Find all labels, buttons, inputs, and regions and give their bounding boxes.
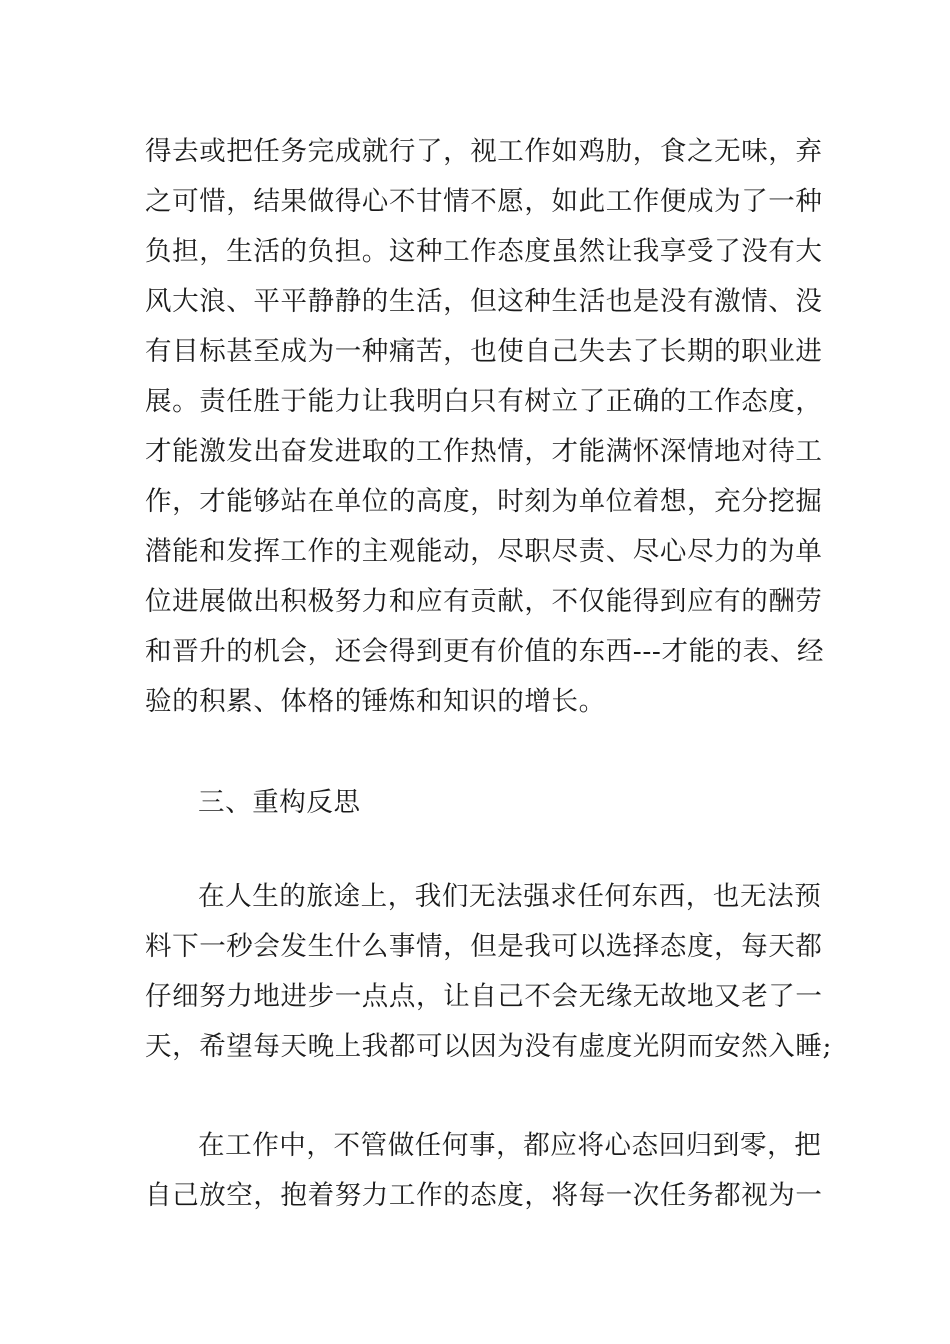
section-heading: 三、重构反思 xyxy=(198,787,361,818)
text-line: 位进展做出积极努力和应有贡献，不仅能得到应有的酬劳 xyxy=(145,586,823,617)
text-line: 天，希望每天晚上我都可以因为没有虚度光阴而安然入睡; xyxy=(145,1031,833,1062)
text-line: 风大浪、平平静静的生活，但这种生活也是没有激情、没 xyxy=(145,286,823,317)
text-line: 在工作中，不管做任何事，都应将心态回归到零，把 xyxy=(198,1130,822,1161)
text-line: 有目标甚至成为一种痛苦，也使自己失去了长期的职业进 xyxy=(145,336,823,367)
text-line: 和晋升的机会，还会得到更有价值的东西---才能的表、经 xyxy=(145,636,825,667)
text-line: 验的积累、体格的锤炼和知识的增长。 xyxy=(145,686,606,717)
text-line: 作，才能够站在单位的高度，时刻为单位着想，充分挖掘 xyxy=(145,486,823,517)
text-line: 才能激发出奋发进取的工作热情，才能满怀深情地对待工 xyxy=(145,436,823,467)
text-line: 在人生的旅途上，我们无法强求任何东西，也无法预 xyxy=(198,881,822,912)
text-line: 仔细努力地进步一点点，让自己不会无缘无故地又老了一 xyxy=(145,981,823,1012)
text-line: 展。责任胜于能力让我明白只有树立了正确的工作态度， xyxy=(145,386,823,417)
text-line: 料下一秒会发生什么事情，但是我可以选择态度，每天都 xyxy=(145,931,823,962)
text-line: 自己放空，抱着努力工作的态度，将每一次任务都视为一 xyxy=(145,1180,823,1211)
text-line: 潜能和发挥工作的主观能动，尽职尽责、尽心尽力的为单 xyxy=(145,536,823,567)
text-line: 得去或把任务完成就行了，视工作如鸡肋，食之无味，弃 xyxy=(145,136,823,167)
text-line: 负担，生活的负担。这种工作态度虽然让我享受了没有大 xyxy=(145,236,823,267)
text-line: 之可惜，结果做得心不甘情不愿，如此工作便成为了一种 xyxy=(145,186,823,217)
